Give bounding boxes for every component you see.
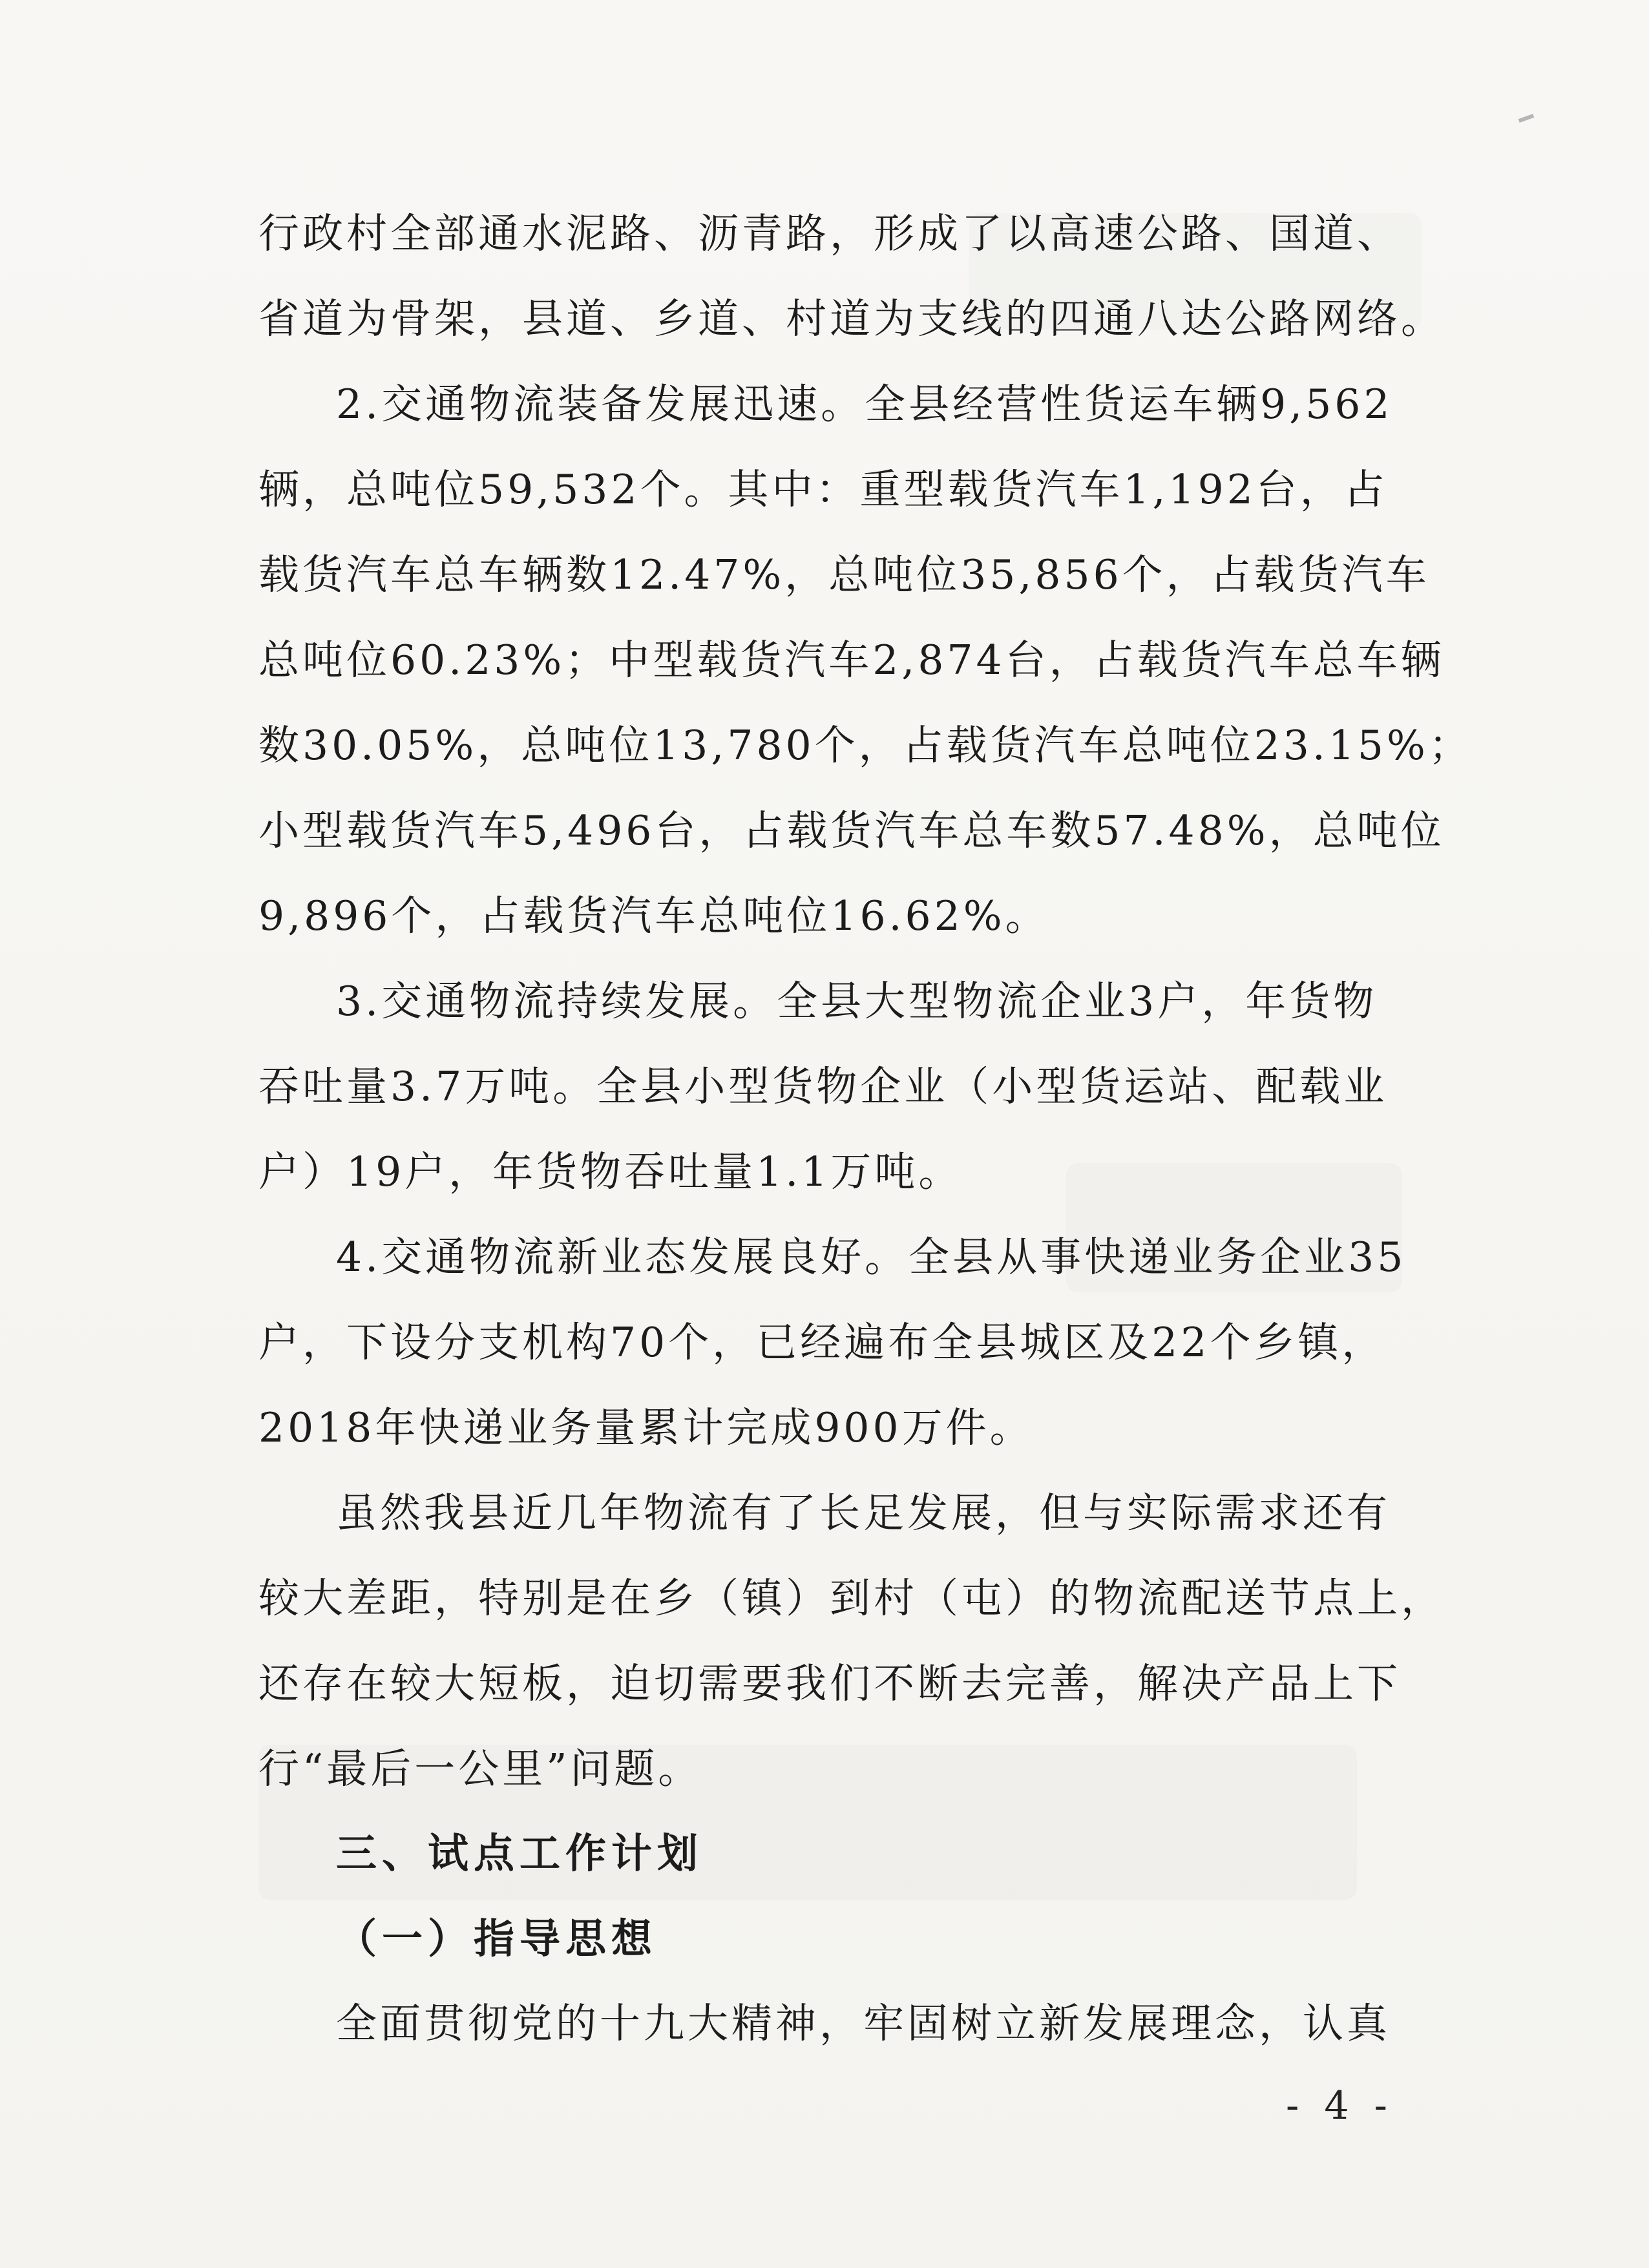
paragraph-start-line: 3.交通物流持续发展。全县大型物流企业3户，年货物 — [336, 978, 1378, 1025]
paragraph-start-line: 2.交通物流装备发展迅速。全县经营性货运车辆9,562 — [336, 381, 1393, 428]
body-line: 数30.05%，总吨位13,780个，占载货汽车总吨位23.15%； — [258, 722, 1473, 769]
paragraph-start-line: 4.交通物流新业态发展良好。全县从事快递业务企业35 — [336, 1234, 1407, 1281]
body-line: 省道为骨架，县道、乡道、村道为支线的四通八达公路网络。 — [258, 295, 1445, 342]
subsection-heading: （一）指导思想 — [336, 1915, 657, 1962]
body-line: 较大差距，特别是在乡（镇）到村（屯）的物流配送节点上， — [258, 1575, 1445, 1622]
body-line: 行政村全部通水泥路、沥青路，形成了以高速公路、国道、 — [258, 210, 1401, 257]
paragraph-start-line: 虽然我县近几年物流有了长足发展，但与实际需求还有 — [336, 1489, 1391, 1537]
body-line: 载货汽车总车辆数12.47%，总吨位35,856个，占载货汽车 — [258, 551, 1430, 598]
scan-mark — [1518, 114, 1535, 123]
body-line: 吞吐量3.7万吨。全县小型货物企业（小型货运站、配载业 — [258, 1063, 1388, 1110]
page-number: - 4 - — [1286, 2083, 1394, 2128]
paragraph-start-line: 全面贯彻党的十九大精神，牢固树立新发展理念，认真 — [336, 2000, 1391, 2047]
body-line: 还存在较大短板，迫切需要我们不断去完善，解决产品上下 — [258, 1660, 1401, 1707]
body-line: 总吨位60.23%；中型载货汽车2,874台，占载货汽车总车辆 — [258, 636, 1445, 684]
body-line: 小型载货汽车5,496台，占载货汽车总车数57.48%，总吨位 — [258, 807, 1445, 854]
body-line: 户）19户，年货物吞吐量1.1万吨。 — [258, 1148, 963, 1195]
section-heading: 三、试点工作计划 — [336, 1829, 703, 1877]
body-line: 户，下设分支机构70个，已经遍布全县城区及22个乡镇， — [258, 1319, 1386, 1366]
body-line: 行“最后一公里”问题。 — [258, 1745, 702, 1792]
body-line: 9,896个，占载货汽车总吨位16.62%。 — [258, 892, 1049, 940]
body-line: 2018年快递业务量累计完成900万件。 — [258, 1404, 1034, 1451]
body-line: 辆，总吨位59,532个。其中：重型载货汽车1,192台，占 — [258, 466, 1388, 513]
